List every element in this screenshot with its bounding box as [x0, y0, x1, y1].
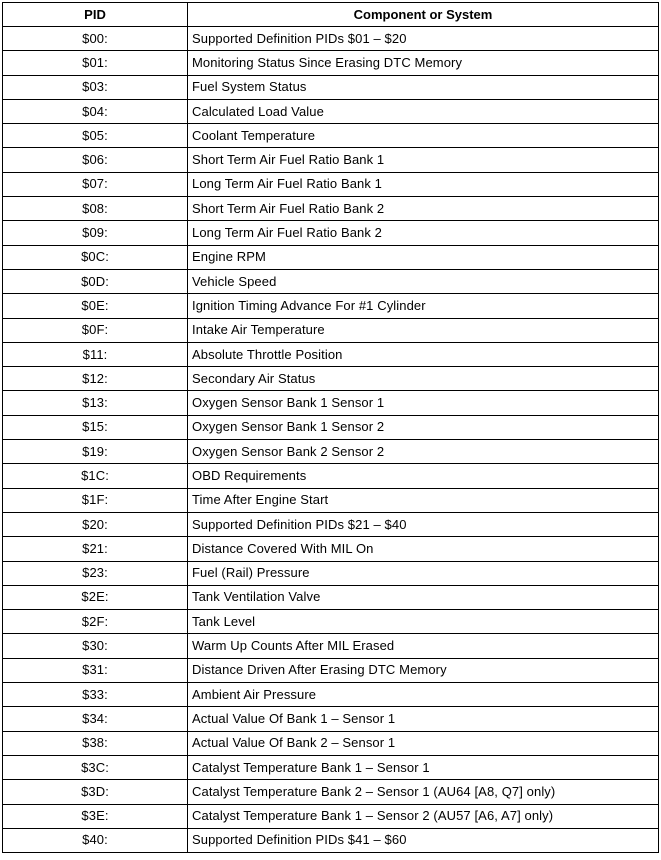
table-row — [3, 828, 659, 852]
table-row — [3, 197, 659, 221]
component-cell: Actual Value Of Bank 1 – Sensor 1 — [188, 707, 659, 731]
component-cell: Distance Driven After Erasing DTC Memory — [188, 658, 659, 682]
table-row — [3, 780, 659, 804]
pid-cell: $09: — [3, 221, 188, 245]
pid-cell: $31: — [3, 658, 188, 682]
pid-cell: $1C: — [3, 464, 188, 488]
table-row — [3, 294, 659, 318]
component-cell: Short Term Air Fuel Ratio Bank 1 — [188, 148, 659, 172]
component-cell: Absolute Throttle Position — [188, 342, 659, 366]
component-cell: Engine RPM — [188, 245, 659, 269]
pid-cell: $3C: — [3, 755, 188, 779]
component-cell: Fuel System Status — [188, 75, 659, 99]
table-row — [3, 537, 659, 561]
table-row — [3, 585, 659, 609]
table-row — [3, 148, 659, 172]
component-cell: Long Term Air Fuel Ratio Bank 2 — [188, 221, 659, 245]
component-cell: Oxygen Sensor Bank 2 Sensor 2 — [188, 440, 659, 464]
table-row — [3, 707, 659, 731]
pid-cell: $19: — [3, 440, 188, 464]
component-cell: Oxygen Sensor Bank 1 Sensor 1 — [188, 391, 659, 415]
component-cell: Supported Definition PIDs $21 – $40 — [188, 512, 659, 536]
table-row — [3, 561, 659, 585]
table-row — [3, 634, 659, 658]
pid-cell: $3E: — [3, 804, 188, 828]
pid-cell: $23: — [3, 561, 188, 585]
component-cell: Ambient Air Pressure — [188, 683, 659, 707]
pid-cell: $05: — [3, 124, 188, 148]
component-cell: Warm Up Counts After MIL Erased — [188, 634, 659, 658]
component-cell: Time After Engine Start — [188, 488, 659, 512]
header-pid: PID — [3, 3, 188, 27]
component-cell: Intake Air Temperature — [188, 318, 659, 342]
table-row — [3, 658, 659, 682]
table-row — [3, 683, 659, 707]
table-row — [3, 488, 659, 512]
component-cell: Distance Covered With MIL On — [188, 537, 659, 561]
table-row — [3, 245, 659, 269]
table-row — [3, 464, 659, 488]
component-cell: Catalyst Temperature Bank 2 – Sensor 1 (AU64 [A8, Q7] only) — [188, 780, 659, 804]
table-row — [3, 415, 659, 439]
component-cell: Monitoring Status Since Erasing DTC Memory — [188, 51, 659, 75]
pid-cell: $20: — [3, 512, 188, 536]
table-row — [3, 440, 659, 464]
pid-cell: $30: — [3, 634, 188, 658]
component-cell: Tank Level — [188, 610, 659, 634]
table-row — [3, 172, 659, 196]
pid-cell: $11: — [3, 342, 188, 366]
table-row — [3, 75, 659, 99]
component-cell: Secondary Air Status — [188, 367, 659, 391]
pid-cell: $0C: — [3, 245, 188, 269]
table-row — [3, 367, 659, 391]
pid-cell: $38: — [3, 731, 188, 755]
table-row — [3, 755, 659, 779]
table-row — [3, 124, 659, 148]
pid-cell: $0D: — [3, 269, 188, 293]
table-row — [3, 342, 659, 366]
header-row — [3, 3, 659, 27]
pid-cell: $0E: — [3, 294, 188, 318]
table-row — [3, 391, 659, 415]
pid-cell: $07: — [3, 172, 188, 196]
pid-cell: $00: — [3, 27, 188, 51]
table-row — [3, 27, 659, 51]
component-cell: Catalyst Temperature Bank 1 – Sensor 1 — [188, 755, 659, 779]
component-cell: Calculated Load Value — [188, 99, 659, 123]
header-component: Component or System — [188, 3, 659, 27]
pid-cell: $13: — [3, 391, 188, 415]
pid-cell: $2E: — [3, 585, 188, 609]
component-cell: Fuel (Rail) Pressure — [188, 561, 659, 585]
component-cell: Short Term Air Fuel Ratio Bank 2 — [188, 197, 659, 221]
pid-cell: $40: — [3, 828, 188, 852]
pid-cell: $1F: — [3, 488, 188, 512]
pid-cell: $04: — [3, 99, 188, 123]
table-header — [3, 3, 659, 27]
table-body — [3, 27, 659, 853]
pid-cell: $08: — [3, 197, 188, 221]
table-row — [3, 804, 659, 828]
pid-cell: $33: — [3, 683, 188, 707]
component-cell: Ignition Timing Advance For #1 Cylinder — [188, 294, 659, 318]
component-cell: Catalyst Temperature Bank 1 – Sensor 2 (AU57 [A6, A7] only) — [188, 804, 659, 828]
pid-cell: $06: — [3, 148, 188, 172]
component-cell: Actual Value Of Bank 2 – Sensor 1 — [188, 731, 659, 755]
pid-table — [2, 2, 659, 853]
table-row — [3, 221, 659, 245]
component-cell: Supported Definition PIDs $01 – $20 — [188, 27, 659, 51]
component-cell: Supported Definition PIDs $41 – $60 — [188, 828, 659, 852]
pid-cell: $21: — [3, 537, 188, 561]
table-row — [3, 318, 659, 342]
component-cell: Vehicle Speed — [188, 269, 659, 293]
table-row — [3, 51, 659, 75]
component-cell: Coolant Temperature — [188, 124, 659, 148]
table-row — [3, 731, 659, 755]
pid-cell: $2F: — [3, 610, 188, 634]
pid-cell: $3D: — [3, 780, 188, 804]
pid-cell: $15: — [3, 415, 188, 439]
pid-cell: $03: — [3, 75, 188, 99]
component-cell: Tank Ventilation Valve — [188, 585, 659, 609]
table-row — [3, 99, 659, 123]
component-cell: Long Term Air Fuel Ratio Bank 1 — [188, 172, 659, 196]
table-row — [3, 269, 659, 293]
pid-cell: $12: — [3, 367, 188, 391]
table-row — [3, 610, 659, 634]
table-row — [3, 512, 659, 536]
pid-cell: $0F: — [3, 318, 188, 342]
pid-cell: $34: — [3, 707, 188, 731]
component-cell: Oxygen Sensor Bank 1 Sensor 2 — [188, 415, 659, 439]
pid-cell: $01: — [3, 51, 188, 75]
component-cell: OBD Requirements — [188, 464, 659, 488]
